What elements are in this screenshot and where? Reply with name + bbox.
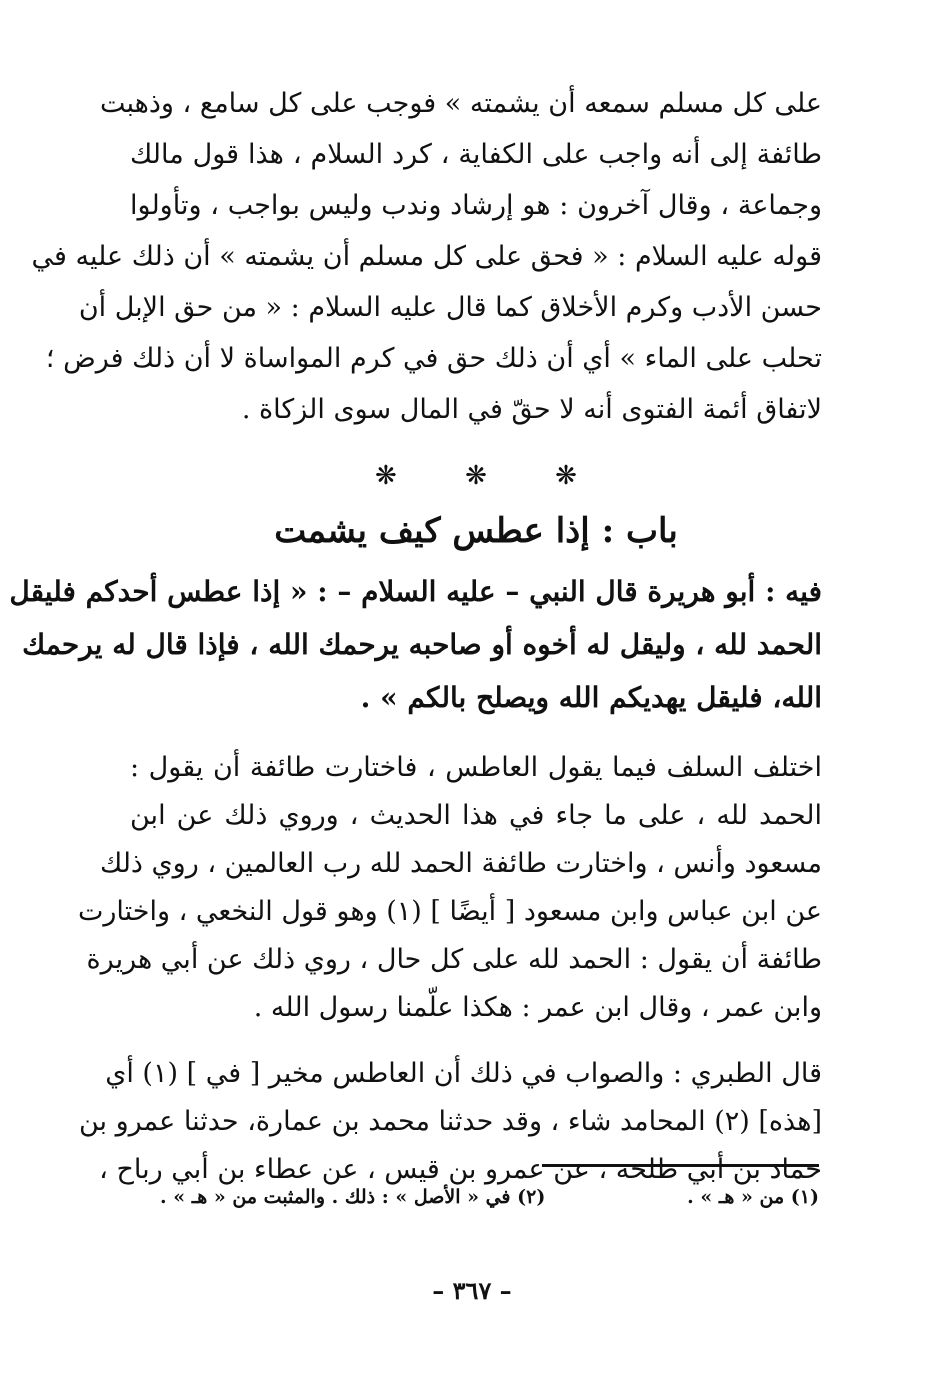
text-line: حماد بن أبي طلحة ، عن عمرو بن قيس ، عن عطاء بن أبي رباح ، — [99, 1154, 822, 1185]
text-line: عن ابن عباس وابن مسعود [ أيضًا ] (١) وهو قول النخعي ، واختارت — [77, 896, 822, 927]
page-body — [9, 78, 822, 1212]
text-line: الله، فليقل يهديكم الله ويصلح بالكم » . — [360, 681, 822, 714]
text-line: قوله عليه السلام : « فحق على كل مسلم أن يشمته » أن ذلك عليه في — [31, 241, 822, 272]
footnote-2: (٢) في « الأصل » : ذلك . والمثبت من « هـ » . — [160, 1186, 546, 1208]
top-paragraph — [31, 78, 822, 435]
text-line: وابن عمر ، وقال ابن عمر : هكذا علّمنا رسول الله . — [253, 992, 822, 1023]
text-line: وجماعة ، وقال آخرون : هو إرشاد وندب وليس بواجب ، وتأولوا — [130, 190, 822, 221]
footnote-1: (١) من « هـ » . — [687, 1186, 819, 1208]
text-line: فيه : أبو هريرة قال النبي – عليه السلام – : « إذا عطس أحدكم فليقل — [9, 575, 822, 608]
hadith-text — [9, 565, 822, 724]
text-line: [هذه] (٢) المحامد شاء ، وقد حدثنا محمد بن عمارة، حدثنا عمرو بن — [78, 1106, 822, 1137]
text-line: حسن الأدب وكرم الأخلاق كما قال عليه السلام : « من حق الإبل أن — [78, 292, 822, 323]
text-line: مسعود وأنس ، واختارت طائفة الحمد لله رب العالمين ، روي ذلك — [99, 848, 822, 879]
text-line: قال الطبري : والصواب في ذلك أن العاطس مخير [ في ] (١) أي — [105, 1058, 822, 1089]
separator-star: ❋ — [555, 461, 577, 491]
footnotes — [160, 1186, 819, 1208]
commentary-paragraph — [78, 1050, 822, 1194]
chapter-title: باب : إذا عطس كيف يشمت — [274, 511, 678, 551]
text-line: اختلف السلف فيما يقول العاطس ، فاختارت طائفة أن يقول : — [130, 752, 822, 783]
page-number: – ٣٦٧ – — [432, 1276, 512, 1305]
commentary-paragraph — [77, 744, 822, 1032]
separator-star: ❋ — [375, 461, 397, 491]
text-line: على كل مسلم سمعه أن يشمته » فوجب على كل سامع ، وذهبت — [100, 88, 822, 119]
section-separator — [130, 461, 822, 491]
text-line: طائفة إلى أنه واجب على الكفاية ، كرد السلام ، هذا قول مالك — [130, 139, 822, 170]
text-line: طائفة أن يقول : الحمد لله على كل حال ، روي ذلك عن أبي هريرة — [86, 944, 822, 975]
text-line: لاتفاق أئمة الفتوى أنه لا حقّ في المال سوى الزكاة . — [241, 394, 822, 425]
footnote-separator — [542, 1164, 819, 1167]
text-line: الحمد لله ، وليقل له أخوه أو صاحبه يرحمك الله ، فإذا قال له يرحمك — [22, 628, 822, 661]
text-line: تحلب على الماء » أي أن ذلك حق في كرم المواساة لا أن ذلك فرض ؛ — [45, 343, 822, 374]
separator-star: ❋ — [465, 461, 487, 491]
text-line: الحمد لله ، على ما جاء في هذا الحديث ، وروي ذلك عن ابن — [130, 800, 822, 831]
